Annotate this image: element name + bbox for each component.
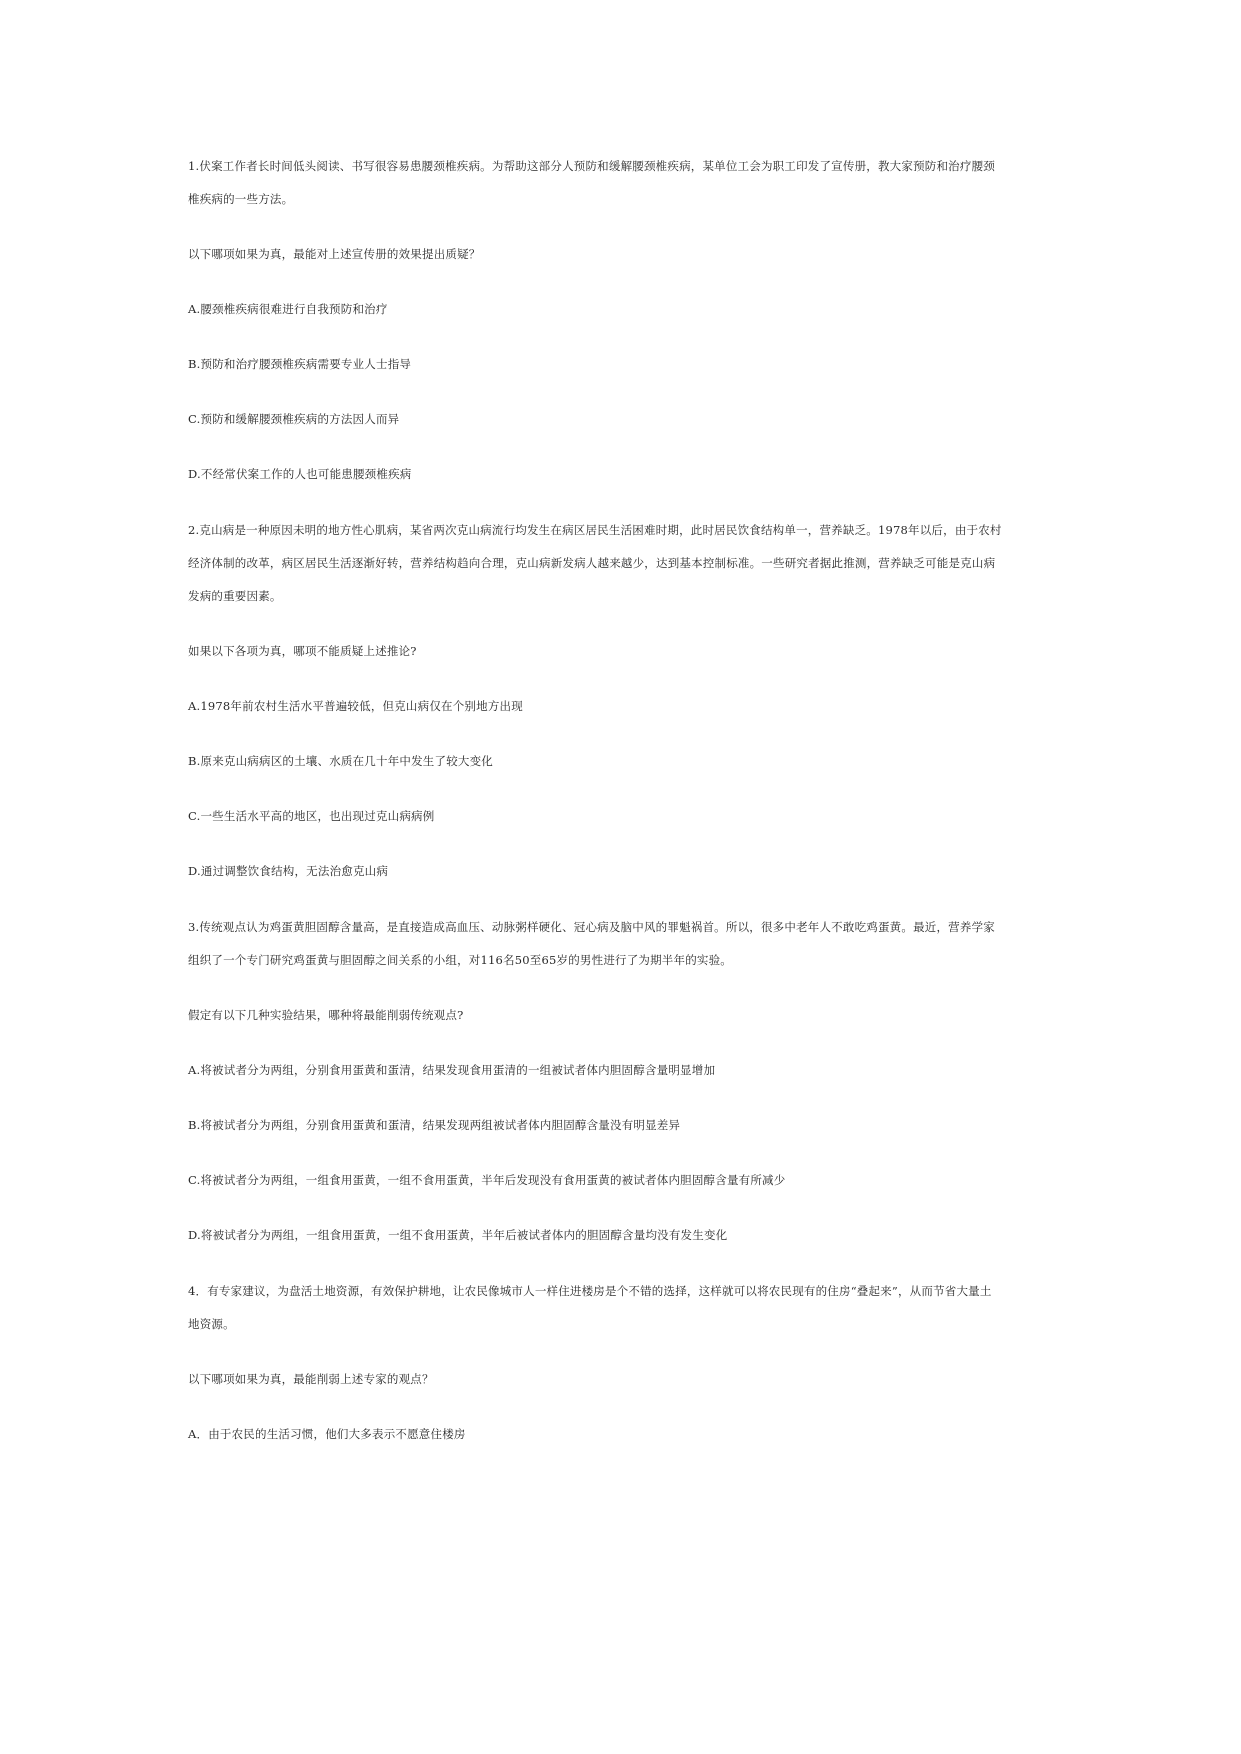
stem-line: 发病的重要因素。 <box>188 589 282 603</box>
option-a: A.1978年前农村生活水平普遍较低，但克山病仅在个别地方出现 <box>188 699 523 713</box>
question-3 <box>188 911 1058 1245</box>
option-b: B.将被试者分为两组，分别食用蛋黄和蛋清，结果发现两组被试者体内胆固醇含量没有明显差异 <box>188 1118 681 1132</box>
question-stem <box>188 911 1058 977</box>
question-prompt: 假定有以下几种实验结果，哪种将最能削弱传统观点? <box>188 1008 464 1022</box>
option-a: A.将被试者分为两组，分别食用蛋黄和蛋清，结果发现食用蛋清的一组被试者体内胆固醇含量明显增加 <box>188 1063 716 1077</box>
question-stem <box>188 150 1058 216</box>
question-stem <box>188 514 1058 613</box>
option-d: D.通过调整饮食结构，无法治愈克山病 <box>188 864 389 878</box>
option-d: D.将被试者分为两组，一组食用蛋黄，一组不食用蛋黄，半年后被试者体内的胆固醇含量均没有发生变化 <box>188 1228 728 1242</box>
question-prompt: 如果以下各项为真，哪项不能质疑上述推论? <box>188 644 417 658</box>
stem-line: 地资源。 <box>188 1317 235 1331</box>
stem-line: 椎疾病的一些方法。 <box>188 192 294 206</box>
option-b: B.预防和治疗腰颈椎疾病需要专业人士指导 <box>188 357 412 371</box>
option-c: C.预防和缓解腰颈椎疾病的方法因人而异 <box>188 412 400 426</box>
stem-line: 3.传统观点认为鸡蛋黄胆固醇含量高，是直接造成高血压、动脉粥样硬化、冠心病及脑中风的罪魁祸首。所以，很多中老年人不敢吃鸡蛋黄。最近，营养学家 <box>188 920 995 934</box>
question-prompt: 以下哪项如果为真，最能削弱上述专家的观点？ <box>188 1372 434 1386</box>
option-c: C.将被试者分为两组，一组食用蛋黄，一组不食用蛋黄，半年后发现没有食用蛋黄的被试者体内胆固醇含量有所减少 <box>188 1173 786 1187</box>
stem-line: 经济体制的改革，病区居民生活逐渐好转，营养结构趋向合理，克山病新发病人越来越少，达到基本控制标准。一些研究者据此推测，营养缺乏可能是克山病 <box>188 556 996 570</box>
option-d: D.不经常伏案工作的人也可能患腰颈椎疾病 <box>188 467 412 481</box>
question-4 <box>188 1275 1058 1444</box>
question-1 <box>188 150 1058 484</box>
stem-line: 组织了一个专门研究鸡蛋黄与胆固醇之间关系的小组，对116名50至65岁的男性进行了为期半年的实验。 <box>188 953 733 967</box>
question-stem <box>188 1275 1058 1341</box>
option-b: B.原来克山病病区的土壤、水质在几十年中发生了较大变化 <box>188 754 494 768</box>
option-a: A.腰颈椎疾病很难进行自我预防和治疗 <box>188 302 388 316</box>
document-page <box>188 150 1058 1444</box>
stem-line: 2.克山病是一种原因未明的地方性心肌病，某省两次克山病流行均发生在病区居民生活困难时期，此时居民饮食结构单一，营养缺乏。1978年以后，由于农村 <box>188 523 1002 537</box>
option-a: A．由于农民的生活习惯，他们大多表示不愿意住楼房 <box>188 1427 466 1441</box>
question-2 <box>188 514 1058 881</box>
stem-line: 4．有专家建议，为盘活土地资源，有效保护耕地，让农民像城市人一样住进楼房是个不错的选择，这样就可以将农民现有的住房“叠起来”，从而节省大量土 <box>188 1284 992 1298</box>
question-prompt: 以下哪项如果为真，最能对上述宣传册的效果提出质疑？ <box>188 247 481 261</box>
option-c: C.一些生活水平高的地区，也出现过克山病病例 <box>188 809 435 823</box>
stem-line: 1.伏案工作者长时间低头阅读、书写很容易患腰颈椎疾病。为帮助这部分人预防和缓解腰颈椎疾病，某单位工会为职工印发了宣传册，教大家预防和治疗腰颈 <box>188 159 995 173</box>
